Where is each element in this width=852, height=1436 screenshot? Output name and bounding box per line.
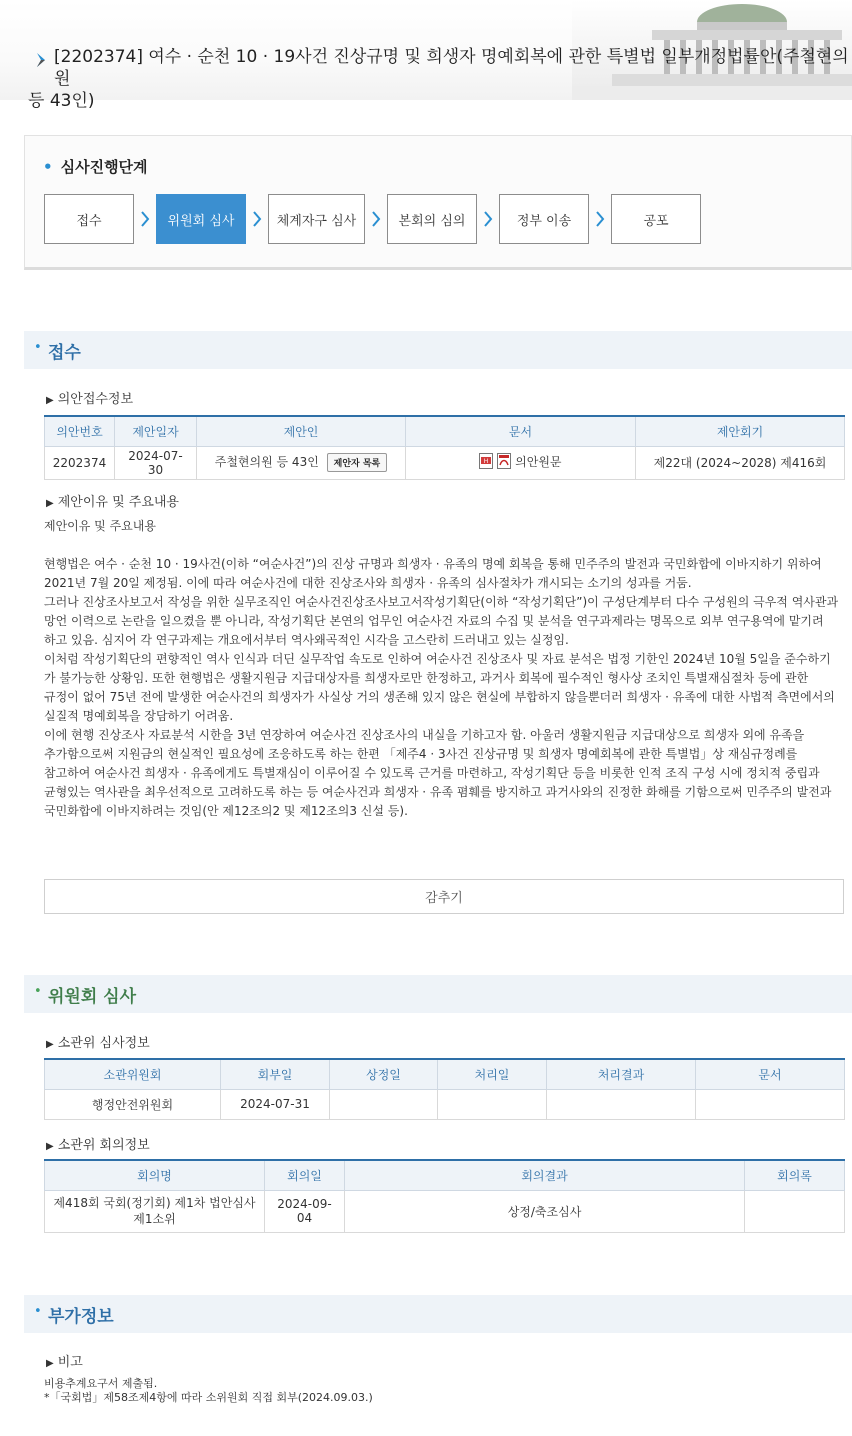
- reason-body: 현행법은 여수 · 순천 10 · 19사건(이하 “여순사건”)의 진상 규명과 희생자 · 유족의 명예 회복을 통해 민주주의 발전과 국민화합에 이바지하기 위하여 2021년 7월 20일 제정됨. 이에 따라 여순사건에 대한 진상조사와 희생자 · 유족의 심사절차가 개시되는 소기의 성과를 거둠. 그러나 진상조사보고서 작성을 위한 실무조직인 여순사건진상조사보고서작성기획단(이하 “작성기획단”)이 구성단계부터 다수 구성원의 극우적 역사관과 망언 이력으로 논란을 일으켰을 뿐 아니라, 작성기획단 본연의 업무인 여순사건 자료의 수집 및 분석을 연구과제라는 명목으로 외부 연구용역에 맡기려 하고 있음. 심지어 각 연구과제는 개요에서부터 역사왜곡적인 시각을 고스란히 드러내고 있는 실정임. 이처럼 작성기획단의 편향적인 역사 인식과 더딘 실무작업 속도로 인하여 여순사건 진상조사 및 자료 분석은 법정 기한인 2024년 10월 5일을 준수하기 가 불가능한 상황임. 또한 현행법은 생활지원금 지급대상자를 희생자로만 한정하고, 과거사 회복에 필수적인 형사상 조치인 특별재심절차 등에 관한 규정이 없어 75년 전에 발생한 여순사건의 희생자가 사실상 거의 생존해 있지 않은 현실에 부합하지 않을뿐더러 희생자 · 유족에 대한 사법적 측면에서의 실질적 명예회복을 장담하기 어려움. 이에 현행 진상조사 자료분석 시한을 3년 연장하여 여순사건 진상조사의 내실을 기하고자 함. 아울러 생활지원금 지급대상으로 희생자 외에 유족을 추가함으로써 지원금의 현실적인 필요성에 조응하도록 하는 한편 「제주4 · 3사건 진상규명 및 희생자 명예회복에 관한 특별법」상 재심규정례를 참고하여 여순사건 희생자 · 유족에게도 특별재심이 이루어질 수 있도록 근거를 마련하고, 작성기획단 등을 비롯한 인적 조직 구성 시에 정치적 중립과 균형있는 역사관을 최우선적으로 고려하도록 하는 등 여순사건과 희생자 · 유족 폄훼를 방지하고 과거사와의 진정한 화해를 기함으로써 민주주의 발전과 국민화합에 이바지하려는 것임(안 제12조의2 및 제12조의3 신설 등).: [44, 557, 839, 818]
- processing-date: [438, 1089, 547, 1119]
- bill-title-wrap: [28, 46, 852, 112]
- meeting-date: 2024-09-04: [265, 1190, 345, 1232]
- table-header-row: [45, 416, 845, 446]
- meeting-name: 제418회 국회(정기회) 제1차 법안심사제1소위: [45, 1190, 265, 1232]
- col-referral-date: 회부일: [221, 1059, 330, 1089]
- proposal-session: 제22대 (2024~2028) 제416회: [636, 446, 845, 479]
- pdf-file-icon[interactable]: [497, 453, 511, 469]
- section-committee: • 위원회 심사: [24, 975, 852, 1013]
- stage-heading: • 심사진행단계: [43, 158, 148, 176]
- meeting-result: 상정/축조심사: [345, 1190, 745, 1232]
- col-minutes: 회의록: [745, 1160, 845, 1190]
- section-extra-info: • 부가정보: [24, 1295, 852, 1333]
- note-line-1: 비용추계요구서 제출됨.: [44, 1377, 158, 1390]
- col-date: 제안일자: [115, 416, 197, 446]
- hwp-file-icon[interactable]: [479, 453, 493, 469]
- committee-name: 행정안전위원회: [45, 1089, 221, 1119]
- meeting-info-heading: ▶ 소관위 회의정보: [46, 1138, 150, 1153]
- document-link[interactable]: 의안원문: [515, 455, 562, 469]
- table-header-row: [45, 1059, 845, 1089]
- step-reception[interactable]: 접수: [44, 194, 134, 244]
- table-row: [45, 1190, 845, 1232]
- step-promulgation[interactable]: 공포: [611, 194, 701, 244]
- svg-text:H: H: [484, 458, 489, 465]
- committee-info-heading: ▶ 소관위 심사정보: [46, 1036, 150, 1051]
- col-document: 문서: [696, 1059, 845, 1089]
- referral-date: 2024-07-31: [221, 1089, 330, 1119]
- table-row: [45, 1089, 845, 1119]
- chevron-right-icon: [595, 210, 605, 228]
- note-text: [44, 1377, 373, 1405]
- page-header: [0, 0, 852, 111]
- document-cell: [406, 446, 636, 479]
- proposer-name: 주철현의원 등 43인: [214, 455, 319, 469]
- col-document: 문서: [406, 416, 636, 446]
- proposer-list-button[interactable]: 제안자 목록: [327, 453, 388, 472]
- chevron-right-icon: [34, 52, 50, 68]
- col-processing-date: 처리일: [438, 1059, 547, 1089]
- proposer-cell: [197, 446, 406, 479]
- reason-title: 제안이유 및 주요내용: [44, 519, 156, 533]
- note-heading: ▶ 비고: [46, 1355, 83, 1370]
- table-header-row: [45, 1160, 845, 1190]
- col-bill-no: 의안번호: [45, 416, 115, 446]
- step-plenary[interactable]: 본회의 심의: [387, 194, 477, 244]
- chevron-right-icon: [483, 210, 493, 228]
- col-result: 처리결과: [547, 1059, 696, 1089]
- collapse-button[interactable]: 감추기: [44, 879, 844, 914]
- submission-date: [330, 1089, 438, 1119]
- committee-document: [696, 1089, 845, 1119]
- processing-result: [547, 1089, 696, 1119]
- bill-title: [2202374] 여수 · 순천 10 · 19사건 진상규명 및 희생자 명예회복에 관한 특별법 일부개정법률안(주철현의원 등 43인): [28, 47, 849, 111]
- proposal-date: 2024-07-30: [115, 446, 197, 479]
- col-committee: 소관위원회: [45, 1059, 221, 1089]
- meeting-minutes: [745, 1190, 845, 1232]
- col-session: 제안회기: [636, 416, 845, 446]
- col-proposer: 제안인: [197, 416, 406, 446]
- step-legislation-review[interactable]: 체계자구 심사: [268, 194, 365, 244]
- col-meeting-result: 회의결과: [345, 1160, 745, 1190]
- col-meeting-date: 회의일: [265, 1160, 345, 1190]
- table-row: [45, 446, 845, 479]
- note-line-2: *「국회법」제58조제4항에 따라 소위원회 직접 회부(2024.09.03.): [44, 1391, 373, 1404]
- bill-no: 2202374: [45, 446, 115, 479]
- meeting-table: [44, 1159, 845, 1233]
- chevron-right-icon: [140, 210, 150, 228]
- col-meeting-name: 회의명: [45, 1160, 265, 1190]
- chevron-right-icon: [252, 210, 262, 228]
- reception-table: [44, 415, 845, 480]
- section-reception: • 접수: [24, 331, 852, 369]
- step-government-transfer[interactable]: 정부 이송: [499, 194, 589, 244]
- reception-info-heading: ▶ 의안접수정보: [46, 392, 134, 407]
- committee-table: [44, 1058, 845, 1120]
- stage-progress-box: [24, 135, 852, 270]
- step-committee-review[interactable]: 위원회 심사: [156, 194, 246, 244]
- col-submission-date: 상정일: [330, 1059, 438, 1089]
- chevron-right-icon: [371, 210, 381, 228]
- reason-heading: ▶ 제안이유 및 주요내용: [46, 495, 179, 510]
